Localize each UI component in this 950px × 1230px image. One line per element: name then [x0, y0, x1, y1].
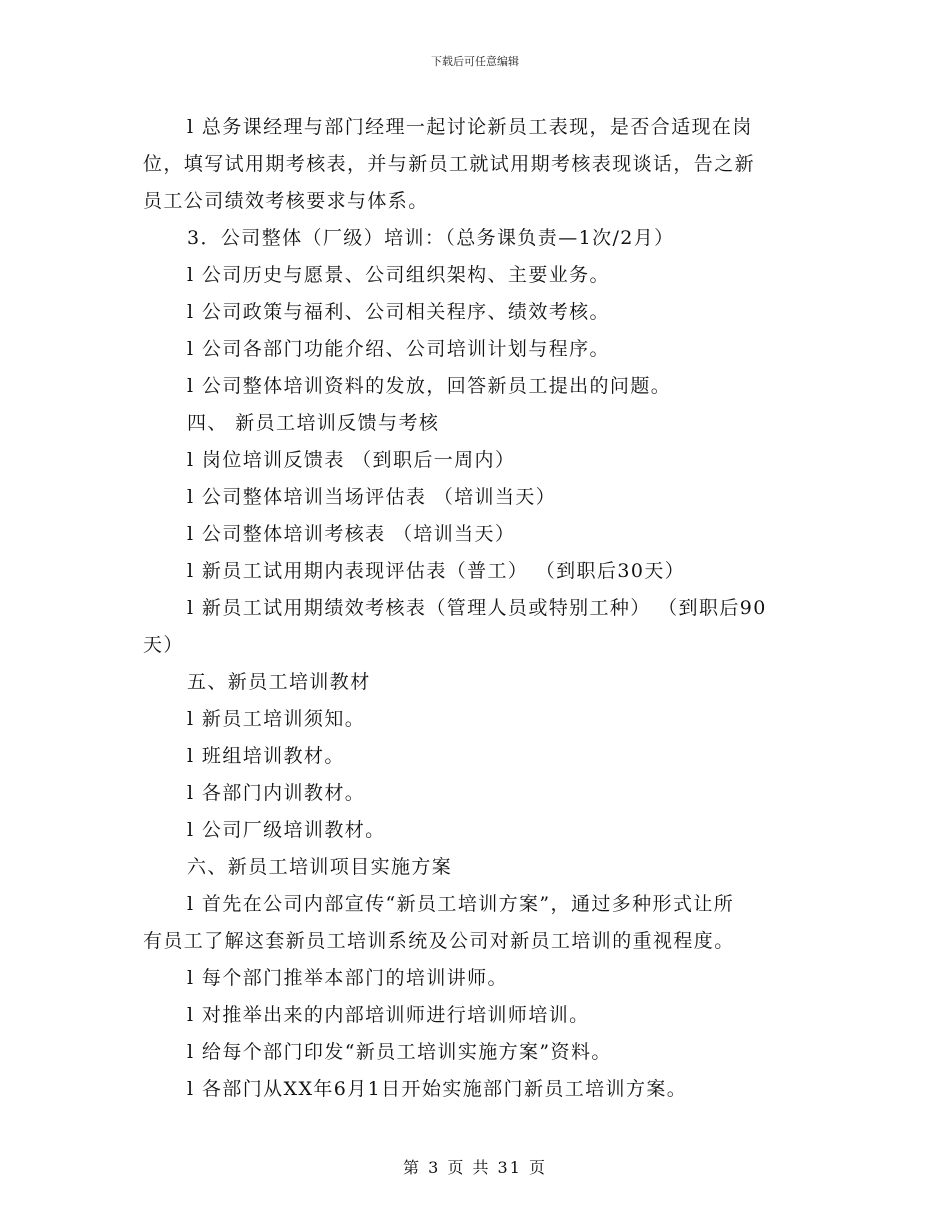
- paragraph-line: 天）: [143, 634, 184, 656]
- list-item: l 公司政策与福利、公司相关程序、绩效考核。: [187, 301, 610, 323]
- section-heading: 六、新员工培训项目实施方案: [187, 856, 453, 878]
- list-item: l 首先在公司内部宣传“新员工培训方案”，通过多种形式让所: [187, 893, 735, 915]
- paragraph-line: 位，填写试用期考核表，并与新员工就试用期考核表现谈话，告之新: [143, 153, 756, 175]
- section-heading: 四、 新员工培训反馈与考核: [187, 412, 440, 434]
- list-item: l 公司历史与愿景、公司组织架构、主要业务。: [187, 264, 610, 286]
- list-item: l 各部门从XX年6月1日开始实施部门新员工培训方案。: [187, 1078, 688, 1100]
- list-item: l 公司整体培训资料的发放，回答新员工提出的问题。: [187, 375, 672, 397]
- list-item: l 新员工培训须知。: [187, 708, 366, 730]
- list-item: l 新员工试用期内表现评估表（普工） （到职后30天）: [187, 560, 686, 582]
- page-header: 下载后可任意编辑: [431, 55, 519, 68]
- section-heading: 五、新员工培训教材: [187, 671, 371, 693]
- document-body: [143, 109, 813, 1108]
- page-number-footer: 第 3 页 共 31 页: [403, 1158, 547, 1177]
- section-heading: 3．公司整体（厂级）培训：（总务课负责—1次/2月）: [187, 227, 675, 249]
- list-item: l 给每个部门印发“新员工培训实施方案”资料。: [187, 1041, 612, 1063]
- paragraph-line: l 总务课经理与部门经理一起讨论新员工表现，是否合适现在岗: [187, 116, 753, 138]
- list-item: l 公司各部门功能介绍、公司培训计划与程序。: [187, 338, 610, 360]
- list-item: l 岗位培训反馈表 （到职后一周内）: [187, 449, 516, 471]
- list-item: l 新员工试用期绩效考核表（管理人员或特别工种） （到职后90: [187, 597, 767, 619]
- list-item: l 各部门内训教材。: [187, 782, 366, 804]
- list-item: l 公司整体培训考核表 （培训当天）: [187, 523, 516, 545]
- list-item: l 对推举出来的内部培训师进行培训师培训。: [187, 1004, 590, 1026]
- paragraph-line: 员工公司绩效考核要求与体系。: [143, 190, 429, 212]
- list-item: l 每个部门推举本部门的培训讲师。: [187, 967, 508, 989]
- list-item: l 公司整体培训当场评估表 （培训当天）: [187, 486, 557, 508]
- list-item: l 班组培训教材。: [187, 745, 345, 767]
- paragraph-line: 有员工了解这套新员工培训系统及公司对新员工培训的重视程度。: [143, 930, 735, 952]
- list-item: l 公司厂级培训教材。: [187, 819, 386, 841]
